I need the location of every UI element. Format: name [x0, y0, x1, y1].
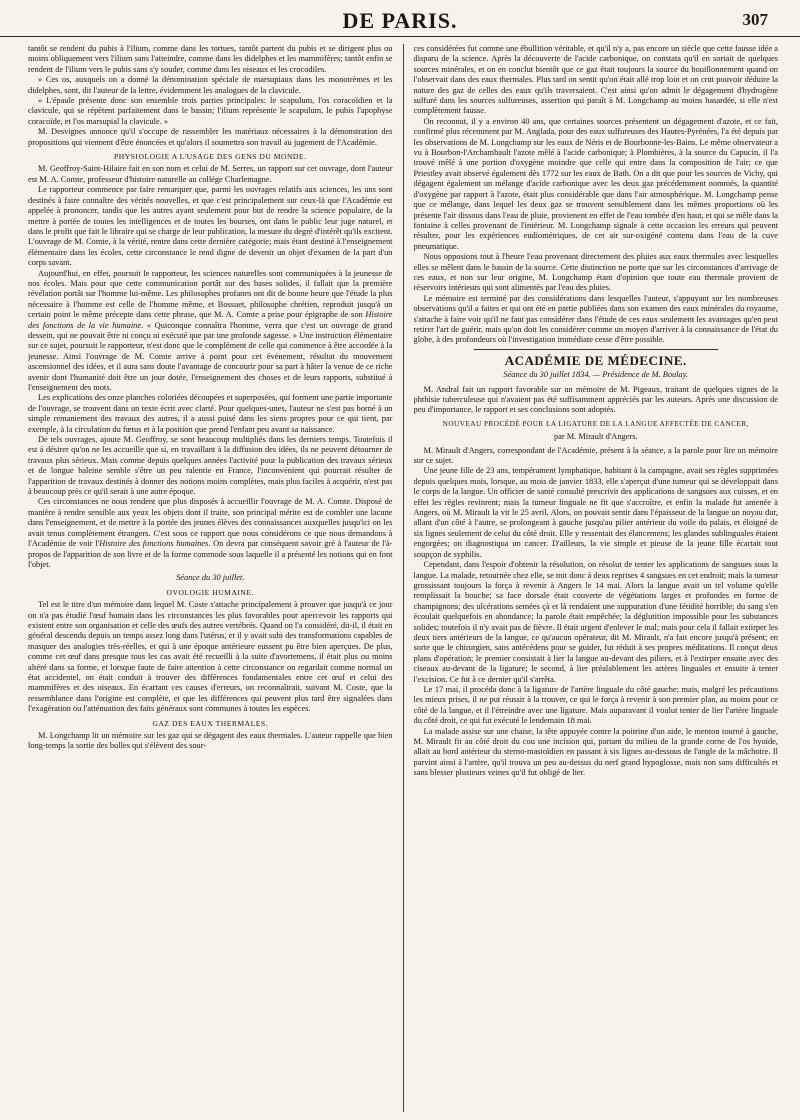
paragraph — [28, 269, 393, 394]
section-author: par M. Mirault d'Angers. — [553, 432, 638, 442]
paragraph: La malade assise sur une chaise, la tête appuyée contre la poitrine d'un aide, le menton tourné à gauche, M. Mirault fit au côté droit du cou une incision qui, partant du milieu de la grande corne de l'os hyoïde, allait au bord antérieur du sterno-mastoïdien en passant à six lignes au-dessous de l'angle de la mâchoire. Il parvint ainsi à l'artère, qu'il trouva un peu au-dessus du nerf grand hypoglosse, mais non sans difficultés et sans blesser plusieurs veines qu'il fut obligé de lier. — [413, 726, 778, 778]
masthead — [0, 0, 800, 37]
session-signoff: Séance du 30 juillet. — [176, 573, 245, 583]
paragraph: Les explications des onze planches coloriées découpées et superposées, qui forment une partie importante de l'ouvrage, se trouvent dans un texte écrit avec clarté. Pour quelques-unes, l'auteur ne s'est pas borné à un simple remaniement des travaux des autres, il a aussi puisé dans les siens propres pour ce qui tient, par exemple, à la circulation du fœtus et à la position que prend l'enfant peu avant sa naissance. — [28, 393, 393, 434]
paragraph: On reconnut, il y a environ 40 ans, que certaines sources présentent un dégagement d'azote, et ce fait, confirmé plus récemment par M. Anglada, pour des eaux sulfureuses des Hautes-Pyrénées, l'a été depuis par les observations de M. Longchamp sur les eaux de Néris et de Bourbonne-les-Bains. Le même observateur a vu à Bourbon-l'Archambault l'azote mêlé à l'acide carbonique; à Plombières, à la source du Capucin, il l'a trouvé mêlé à une portion d'oxygène moindre que celle qui entre dans la composition de l'air; ce que Priestley avait observé également dès 1772 sur les eaux de Bath. On a dit que pour les sources de Vichy, qui dégagent également un mélange d'acide carbonique avec les deux gaz précédemment nommés, la quantité d'oxygène par rapport à l'azote, était plus considérable que dans l'air atmosphérique. M. Longchamp pense que ce mélange, dans lequel les deux gaz se trouvent sensiblement dans les mêmes proportions où les présente l'air dissous dans l'eau de pluie, provienent en effet de l'eau tombée d'en haut, et qui se mêle dans la fontaine à celles provenant de l'intérieur. M. Longchamp signale à cette occasion les erreurs qui peuvent résulter, pour les expériences eudiométriques, de cet air sur-oxigéné contenu dans l'eau de la cuve pneumatique. — [413, 116, 778, 251]
paragraph: M. Geoffroy-Saint-Hilaire fait en son nom et celui de M. Serres, un rapport sur cet ouvrage, dont l'auteur est M. A. Comte, professeur d'histoire naturelle au collége Charlemagne. — [28, 164, 393, 184]
paragraph: M. Desvignes annonce qu'il s'occupe de rassembler les matériaux nécessaires à la démonstration des propositions qui viennent d'être énoncées et qu'alors il soumettra son travail au jugement de l'Académie. — [28, 127, 393, 147]
paragraph: Le mémoire est terminé par des considérations dans lesquelles l'auteur, s'appuyant sur les nombreuses observations qu'il a faites et qui ont été en partie publiées dans son examen des eaux minérales du royaume, s'attache à faire voir qu'il ne faut pas considérer dans l'étude de ces eaux seulement les avantages qu'en peut retirer l'art de guérir, mais qu'on doit les considérer comme un moyen d'arriver à la connaissance de l'état du globe, à des profondeurs où l'investigation immédiate cesse d'être possible. — [413, 293, 778, 345]
text-run: Aujourd'hui, en effet, poursuit le rapporteur, les sciences naturelles sont communiquées à la jeunesse de nos écoles. Mais pour que cette communication portât sur des bases solides, il fallait que la première révélation portât sur l'homme lui-même. Les philosophes profanes ont dit de bonne heure que l'étude la plus nécessaire à l'homme est celle de l'homme même, et Bossuet, philosophe chrétien, reproduit jusqu'à un certain point le même précepte dans cette phrase, que M. A. Comte a prise pour épigraphe de son — [28, 268, 393, 320]
paragraph: M. Mirault d'Angers, correspondant de l'Académie, présent à la séance, a la parole pour lire un mémoire sur ce sujet. — [413, 445, 778, 466]
paragraph: M. Andral fait un rapport favorable sur un mémoire de M. Pigeaux, traitant de quelques signes de la phthisie tuberculeuse qui n'avaient pas été suffisamment appréciés par les auteurs. Après une discussion de peu d'importance, le rapport et ses conclusions sont adoptés. — [413, 384, 778, 415]
section-heading: NOUVEAU PROCÉDÉ POUR LA LIGATURE DE LA LANGUE AFFECTÉE DE CANCER, — [442, 419, 749, 428]
paragraph: Nous opposions tout à l'heure l'eau provenant directement des pluies aux eaux thermales avec lesquelles elles se mêlent dans le bassin de la source. Cette distinction ne porte que sur les circonstances d'arrivage de ces eaux, et non sur leur origine, M. Longchamp étant d'opinion que toute eau thermale provient de réservoirs intérieurs qui sont alimentés par l'eau des pluies. — [413, 252, 778, 293]
paragraph: De tels ouvrages, ajoute M. Geoffroy, se sont beaucoup multipliés dans les derniers temps. Toutefois il est à désirer qu'on ne les accueille que si, en travaillant à la diffusion des idées, ils ne peuvent détourner de travaux plus sérieux. Mais comme depuis quelques années l'activité pour la publication des travaux sérieux et de longue haleine semble s'être un peu ralentie en France, l'inconvénient qui pourrait résulter de l'apparition de travaux destinés à donner des notions moins complètes, mais plus faciles à acquérir, n'est pas à beaucoup près ce qu'il serait à une autre époque. — [28, 435, 393, 497]
newspaper-title: DE PARIS. — [342, 8, 458, 33]
paragraph: » L'épaule présente donc son ensemble trois parties principales: le scapulum, l'os coracoïdien et la clavicule, qui se répètent parfaitement dans le bassin; l'ilium représente le scapulum, le pubis l'apophyse coracoïde, et l'os marsupial la clavicule. » — [28, 96, 393, 126]
section-rule — [474, 349, 719, 350]
page-number: 307 — [742, 10, 768, 29]
paragraph: » Ces os, auxquels on a donné la dénomination spéciale de marsupiaux dans les monotrèmes et les didelphes, sont, dit l'auteur de la lettre, évidemment les analogues de la clavicule. — [28, 75, 393, 95]
paragraph: M. Longchamp lit un mémoire sur les gaz qui se dégagent des eaux thermales. L'auteur rappelle que bien long-temps la sortie des bulles qui s'élèvent des sour- — [28, 731, 393, 751]
book-title: Histoire des fonctions humaines — [99, 539, 209, 549]
column-right — [414, 44, 779, 1112]
section-heading: PHYSIOLOGIE A L'USAGE DES GENS DU MONDE. — [114, 152, 307, 162]
paragraph: Une jeune fille de 23 ans, tempérament lymphatique, habitant à la campagne, avait ses règles supprimées depuis quelques mois, lorsque, au mois de janvier 1833, elle s'aperçut d'une tumeur qui se développait dans le corps de la langue. Un officier de santé consulté prescrivit des applications de sangsues aux cuisses, et en effet les règles revinrent; mais la tumeur linguale ne fit que s'accroître, et enfin la malade fut amenée à Angers, où M. Mirault la vit le 25 avril. Alors, on pouvait sentir dans l'épaisseur de la langue un noyau dur, allant d'un côté à l'autre, se prolongeant à gauche jusqu'au pilier antérieur du voile du palais, et éloigné de six lignes seulement de celui du côté droit. Elle y ressentait des élancemens; les glandes sublinguales étaient engorgées; on diagnostiqua un cancer. D'ailleurs, la vie simple et pieuse de la jeune fille écartait tout soupçon de syphilis. — [413, 466, 778, 559]
article-columns — [28, 44, 778, 1112]
paragraph: Le 17 mai, il procéda donc à la ligature de l'artère linguale du côté gauche; mais, malgré les précautions les mieux prises, il ne put réussir à la trouver, ce qui le força à revenir à son premier plan, au moins pour ce côté de la langue, et il l'étreindre avec une ligature. Mais auparavant il voulut tenter de lier l'artère linguale du côté droit, ce qui fut exécuté le lendemain 18 mai. — [413, 684, 778, 726]
academy-heading: ACADÉMIE DE MÉDECINE. — [504, 352, 687, 368]
book-title: Histoire des fonctions de la vie humaine — [28, 310, 393, 330]
column-left — [28, 44, 393, 1112]
text-run: Ces circonstances ne nous rendent que plus disposés à accueillir l'ouvrage de M. A. Comte. Disposé de manière à rendre sensible aux yeux les objets dont il traite, son principal mérite est de combler une lacune dans l'enseignement, et de mettre à la portée des jeunes élèves des connaissances auxquelles jusqu'ici on les avait tenus complètement étrangers. C'est sous ce rapport que nous considérons ce que nous demandons à l'Académie de voir l' — [28, 497, 393, 549]
paragraph: Le rapporteur commence par faire remarquer que, parmi les ouvrages relatifs aux sciences, les uns sont destinés à faire connaître des vérités nouvelles, et que c'est principalement sur ceux-là que l'Académie est appelée à prononcer, tandis que les autres ayant seulement pour but de rendre la science populaire, de la mettre à portée de toutes les intelligences et de toutes les bourses, ont dans le public leur juge naturel, et dans le profit que fait le libraire qui se charge de leur publication, la mesure du degré d'intérêt qu'ils excitent. L'ouvrage de M. Comte, à la vérité, rentre dans cette dernière catégorie; mais étant destiné à l'enseignement élémentaire dans les écoles, cette circonstance le rend digne de devenir un objet d'examen de la part d'un corps savant. — [28, 185, 393, 268]
section-heading: GAZ DES EAUX THERMALES. — [152, 718, 269, 728]
paragraph: Tel est le titre d'un mémoire dans lequel M. Coste s'attache principalement à prouver que jusqu'à ce jour on n'a pas étudié l'œuf humain dans les circonstances les plus favorables pour apercevoir les rapports qui existent entre son organisation et celle des œufs des autres vertébrés. Quand on l'a considéré, dit-il, il était en général descendu depuis un temps assez long dans l'utérus, et il y avait subi des transformations capables de masquer des analogies très-réelles, et qui à une époque antérieure eussent pu être bien aperçues. De plus, comme cet œuf dans presque tous les cas avait été recueilli à la suite d'avortemens, il était plus ou moins altéré dans sa forme, et lorsque faute de faire attention à cette circonstance on regardait comme normal un état accidentel, on était conduit à trouver des différences fondamentales entre cet œuf et celui des mammifères et des oiseaux. En écartant ces causes d'erreurs, on reconnaîtrait, suivant M. Coste, que la ressemblance dans l'origine est complète, et que les différences qui peuvent plus tard être signalées dans l'exagération ou l'atténuation des faits généraux sont communes à toutes les espèces. — [28, 600, 393, 714]
column-divider — [403, 44, 404, 1112]
text-run: . « Quiconque connaîtra l'homme, verra que c'est un ouvrage de grand dessein, qui ne pouvait être ni conçu ni exécuté que par une profonde sagesse. » Une instruction élémentaire sur ce sujet, poursuit le rapporteur, n'est donc que le complément de celle qui commence à être accordée à la jeunesse. Ainsi l'ouvrage de M. Comte arrive à point pour cet événement, résultat du mouvement ascensionnel des idées, et il aura sans doute l'avantage de concourir pour sa part à hâter la venue de ce riche avenir dont l'humanité doit être un jour dotée, l'enseignement des choses et de leurs rapports, substitué à l'enseignement des mots. — [28, 320, 393, 392]
paragraph: Cependant, dans l'espoir d'obtenir la résolution, on résolut de tenter les applications de sangsues sous la langue. La malade, retournée chez elle, se mit donc à deux reprises 4 sangsues en cet endroit; mais la tumeur grossissant toujours la força à revenir à Angers le 14 mai. Alors la langue avait un tel volume qu'elle remplissait la bouche; sa face dorsale était couverte de végétations larges et profondes en forme de champignons; des ulcérations semées çà et là rendaient une suppuration d'une fétidité horrible; du sang s'en écoulait quelquefois en abondance; la parole était empêchée; la déglutition impossible pour les substances solides; toutefois il n'y avait pas de fièvre. Il était urgent d'enlever le mal; mais pour cela il fallait extirper les deux tiers antérieurs de la langue, ce qu'aucun opérateur, dit M. Mirault, n'a fait encore jusqu'à présent; en sorte que le chirurgien, sans antécédens pour se guider, fut réduit à ses propres méditations. Il conçut deux plans d'opération; le premier consistait à lier la langue au-devant des piliers, et à l'extirper ensuite avec des ciseaux au-devant de la ligature; le second, à lier préalablement les artères linguales et ensuite à tenter l'excision. Ce fut à ce dernier qu'il s'arrêta. — [413, 560, 778, 684]
section-heading: OVOLOGIE HUMAINE. — [166, 587, 254, 597]
paragraph: ces considérées fut comme une ébullition véritable, et qu'il n'y a, pas encore un siècle que cette fausse idée a disparu de la science. Après la découverte de l'acide carbonique, on constata qu'il en sortait de quelques sources minérales, et on en conclut bientôt que ce gaz était toujours la source du bouillonnement quand on l'observait dans des eaux thermales. Plus tard on sentit qu'on était allé trop loin et on crut pouvoir déduire la nature des gaz de celles des eaux qu'ils traversaient. C'est ainsi qu'on admit le dégagement d'hydrogène sulfuré dans les sources sulfureuses, assertion qui paraît à M. Longchamp au moins hasardée, si elle n'est complètement fausse. — [413, 44, 778, 116]
session-line: Séance du 30 juillet 1834. — Présidence de M. Boulay. — [503, 370, 689, 380]
paragraph — [28, 497, 393, 570]
paragraph: tantôt se rendent du pubis à l'ilium, comme dans les tortues, tantôt partent du pubis et se dirigent plus ou moins obliquement vers l'ilium sans l'atteindre, comme dans les didelphes et les mammifères; tantôt enfin se rendent de l'ilium vers le pubis sans s'y souder, comme dans les oiseaux et les crocodiles. — [28, 44, 393, 74]
text-run: . On devra par conséquent savoir gré à l'auteur de l'à-propos de l'apparition de son livre et de la forme commode sous laquelle il a présenté les notions qui en font l'objet. — [28, 539, 393, 569]
